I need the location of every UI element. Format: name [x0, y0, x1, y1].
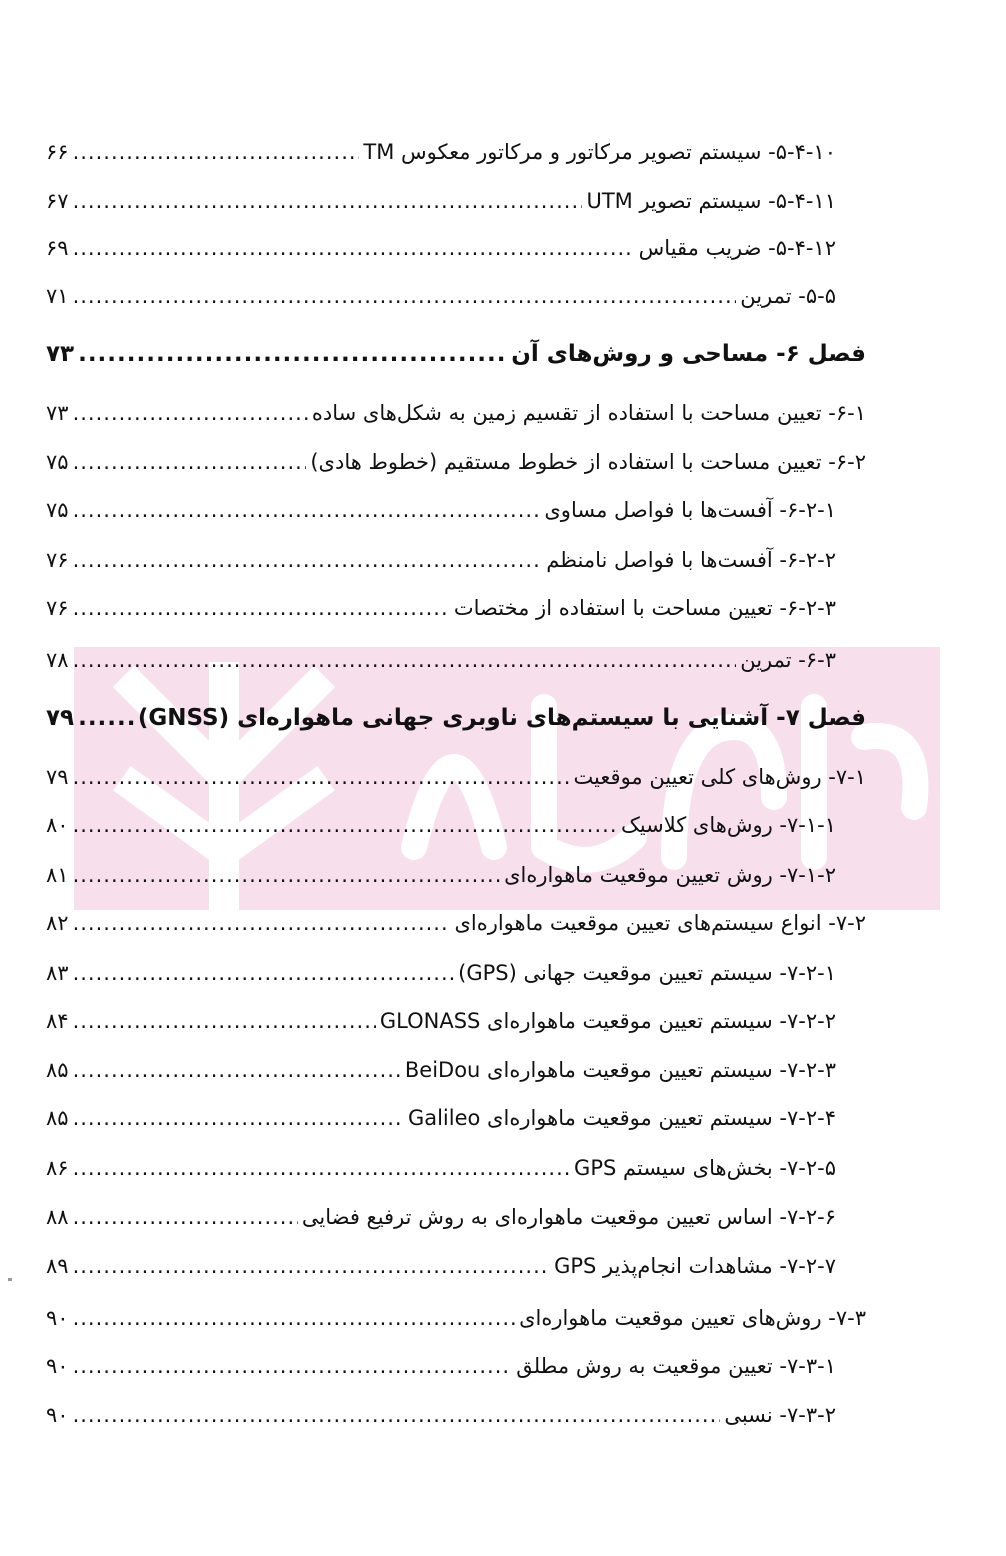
toc-chapter-heading[interactable] — [46, 698, 866, 738]
toc-entry-title: ۷-۲-۴- سیستم تعیین موقعیت ماهواره‌ای Galileo — [407, 1106, 836, 1130]
toc-entry[interactable] — [46, 805, 836, 845]
toc-entry[interactable] — [46, 132, 836, 172]
toc-entry[interactable] — [46, 1298, 866, 1338]
toc-entry-page: ۹۰ — [46, 1354, 69, 1378]
leader-dots — [73, 863, 501, 887]
toc-entry[interactable] — [46, 393, 866, 433]
toc-entry-title: ۵-۴-۱۲- ضریب مقیاس — [638, 236, 836, 260]
toc-entry[interactable] — [46, 953, 836, 993]
toc-entry-page: ۷۱ — [46, 284, 69, 308]
leader-dots — [73, 450, 307, 474]
toc-entry[interactable] — [46, 640, 836, 680]
leader-dots — [73, 1306, 516, 1330]
leader-dots — [73, 765, 570, 789]
toc-chapter-title: فصل ۷- آشنایی با سیستم‌های ناوبری جهانی ماهواره‌ای (GNSS) — [137, 705, 866, 731]
toc-entry[interactable] — [46, 1050, 836, 1090]
leader-dots — [73, 548, 543, 572]
toc-entry-page: ۷۶ — [46, 548, 69, 572]
leader-dots — [73, 648, 737, 672]
toc-entry-title: ۷-۲-۱- سیستم تعیین موقعیت جهانی (GPS) — [458, 961, 836, 985]
toc-entry[interactable] — [46, 588, 836, 628]
toc-entry-title: ۷-۲-۲- سیستم تعیین موقعیت ماهواره‌ای GLONASS — [379, 1009, 836, 1033]
toc-entry-page: ۸۲ — [46, 911, 69, 935]
toc-entry-title: ۵-۴-۱۱- سیستم تصویر UTM — [586, 189, 836, 213]
toc-entry[interactable] — [46, 490, 836, 530]
toc-entry[interactable] — [46, 1001, 836, 1041]
toc-entry[interactable] — [46, 1197, 836, 1237]
leader-dots — [73, 813, 617, 837]
toc-chapter-page: ۷۹ — [46, 705, 75, 731]
toc-entry-title: ۵-۴-۱۰- سیستم تصویر مرکاتور و مرکاتور معکوس TM — [363, 140, 836, 164]
toc-entry-page: ۶۹ — [46, 236, 69, 260]
toc-entry-title: ۷-۲-۶- اساس تعیین موقعیت ماهواره‌ای به روش ترفیع فضایی — [301, 1205, 836, 1229]
toc-entry-page: ۸۳ — [46, 961, 69, 985]
toc-entry-title: ۷-۱-۲- روش تعیین موقعیت ماهواره‌ای — [504, 863, 836, 887]
leader-dots — [73, 961, 455, 985]
toc-entry-title: ۷-۲-۷- مشاهدات انجام‌پذیر GPS — [554, 1254, 836, 1278]
leader-dots — [73, 1106, 404, 1130]
toc-entry-title: ۷-۲-۵- بخش‌های سیستم GPS — [574, 1156, 836, 1180]
leader-dots — [73, 189, 583, 213]
leader-dots — [73, 140, 360, 164]
toc-entry-title: ۷-۳- روش‌های تعیین موقعیت ماهواره‌ای — [519, 1306, 866, 1330]
toc-entry[interactable] — [46, 1148, 836, 1188]
toc-entry-title: ۷-۳-۲- نسبی — [724, 1403, 836, 1427]
toc-entry-page: ۷۶ — [46, 596, 69, 620]
toc-entry-page: ۸۰ — [46, 813, 69, 837]
toc-entry-page: ۶۶ — [46, 140, 69, 164]
toc-entry-title: ۷-۳-۱- تعیین موقعیت به روش مطلق — [516, 1354, 836, 1378]
toc-entry[interactable] — [46, 855, 836, 895]
toc-chapter-page: ۷۳ — [46, 341, 75, 367]
toc-chapter-title: فصل ۶- مساحی و روش‌های آن — [511, 341, 866, 367]
leader-dots — [73, 236, 635, 260]
toc-entry[interactable] — [46, 1246, 836, 1286]
toc-entry-title: ۶-۱- تعیین مساحت با استفاده از تقسیم زمین به شکل‌های ساده — [311, 401, 866, 425]
toc-entry-page: ۸۸ — [46, 1205, 69, 1229]
toc-entry-title: ۷-۲-۳- سیستم تعیین موقعیت ماهواره‌ای BeiDou — [404, 1058, 836, 1082]
toc-entry[interactable] — [46, 540, 836, 580]
toc-entry-page: ۷۳ — [46, 401, 69, 425]
toc-entry-page: ۷۵ — [46, 450, 69, 474]
leader-dots — [73, 1009, 376, 1033]
toc-entry[interactable] — [46, 228, 836, 268]
leader-dots — [73, 1403, 721, 1427]
leader-dots — [73, 284, 737, 308]
toc-entry-page: ۹۰ — [46, 1403, 69, 1427]
toc-entry[interactable] — [46, 1098, 836, 1138]
toc-entry-title: ۶-۲-۱- آفست‌ها با فواصل مساوی — [544, 498, 836, 522]
toc-entry-page: ۶۷ — [46, 189, 69, 213]
toc-chapter-heading[interactable] — [46, 334, 866, 374]
leader-dots — [73, 1254, 551, 1278]
leader-dots — [73, 1156, 570, 1180]
leader-dots — [73, 1058, 401, 1082]
toc-entry-page: ۸۵ — [46, 1106, 69, 1130]
toc-entry-page: ۸۴ — [46, 1009, 69, 1033]
toc-entry-page: ۸۶ — [46, 1156, 69, 1180]
leader-dots — [73, 401, 308, 425]
toc-entry-page: ۷۹ — [46, 765, 69, 789]
toc-entry-title: ۷-۲- انواع سیستم‌های تعیین موقعیت ماهواره‌ای — [454, 911, 866, 935]
leader-dots — [73, 498, 541, 522]
leader-dots — [78, 341, 507, 367]
toc-entry-page: ۸۹ — [46, 1254, 69, 1278]
toc-entry[interactable] — [46, 903, 866, 943]
toc-entry[interactable] — [46, 757, 866, 797]
toc-entry-title: ۶-۲-۲- آفست‌ها با فواصل نامنظم — [546, 548, 836, 572]
toc-entry-page: ۷۵ — [46, 498, 69, 522]
toc-entry[interactable] — [46, 276, 836, 316]
toc-entry[interactable] — [46, 442, 866, 482]
toc-entry-title: ۵-۵- تمرین — [740, 284, 836, 308]
toc-entry-title: ۷-۱- روش‌های کلی تعیین موقعیت — [573, 765, 866, 789]
toc-entry-title: ۶-۲- تعیین مساحت با استفاده از خطوط مستقیم (خطوط هادی) — [310, 450, 866, 474]
leader-dots — [73, 911, 451, 935]
toc-entry-page: ۷۸ — [46, 648, 69, 672]
toc-entry-title: ۶-۳- تمرین — [740, 648, 836, 672]
leader-dots — [73, 596, 450, 620]
toc-entry[interactable] — [46, 1395, 836, 1435]
leader-dots — [78, 705, 134, 731]
leader-dots — [73, 1354, 513, 1378]
toc-entry[interactable] — [46, 181, 836, 221]
toc-entry-title: ۶-۲-۳- تعیین مساحت با استفاده از مختصات — [453, 596, 836, 620]
toc-entry-page: ۸۵ — [46, 1058, 69, 1082]
toc-entry-page: ۸۱ — [46, 863, 69, 887]
toc-entry-page: ۹۰ — [46, 1306, 69, 1330]
toc-entry-title: ۷-۱-۱- روش‌های کلاسیک — [620, 813, 836, 837]
leader-dots — [73, 1205, 298, 1229]
toc-entry[interactable] — [46, 1346, 836, 1386]
